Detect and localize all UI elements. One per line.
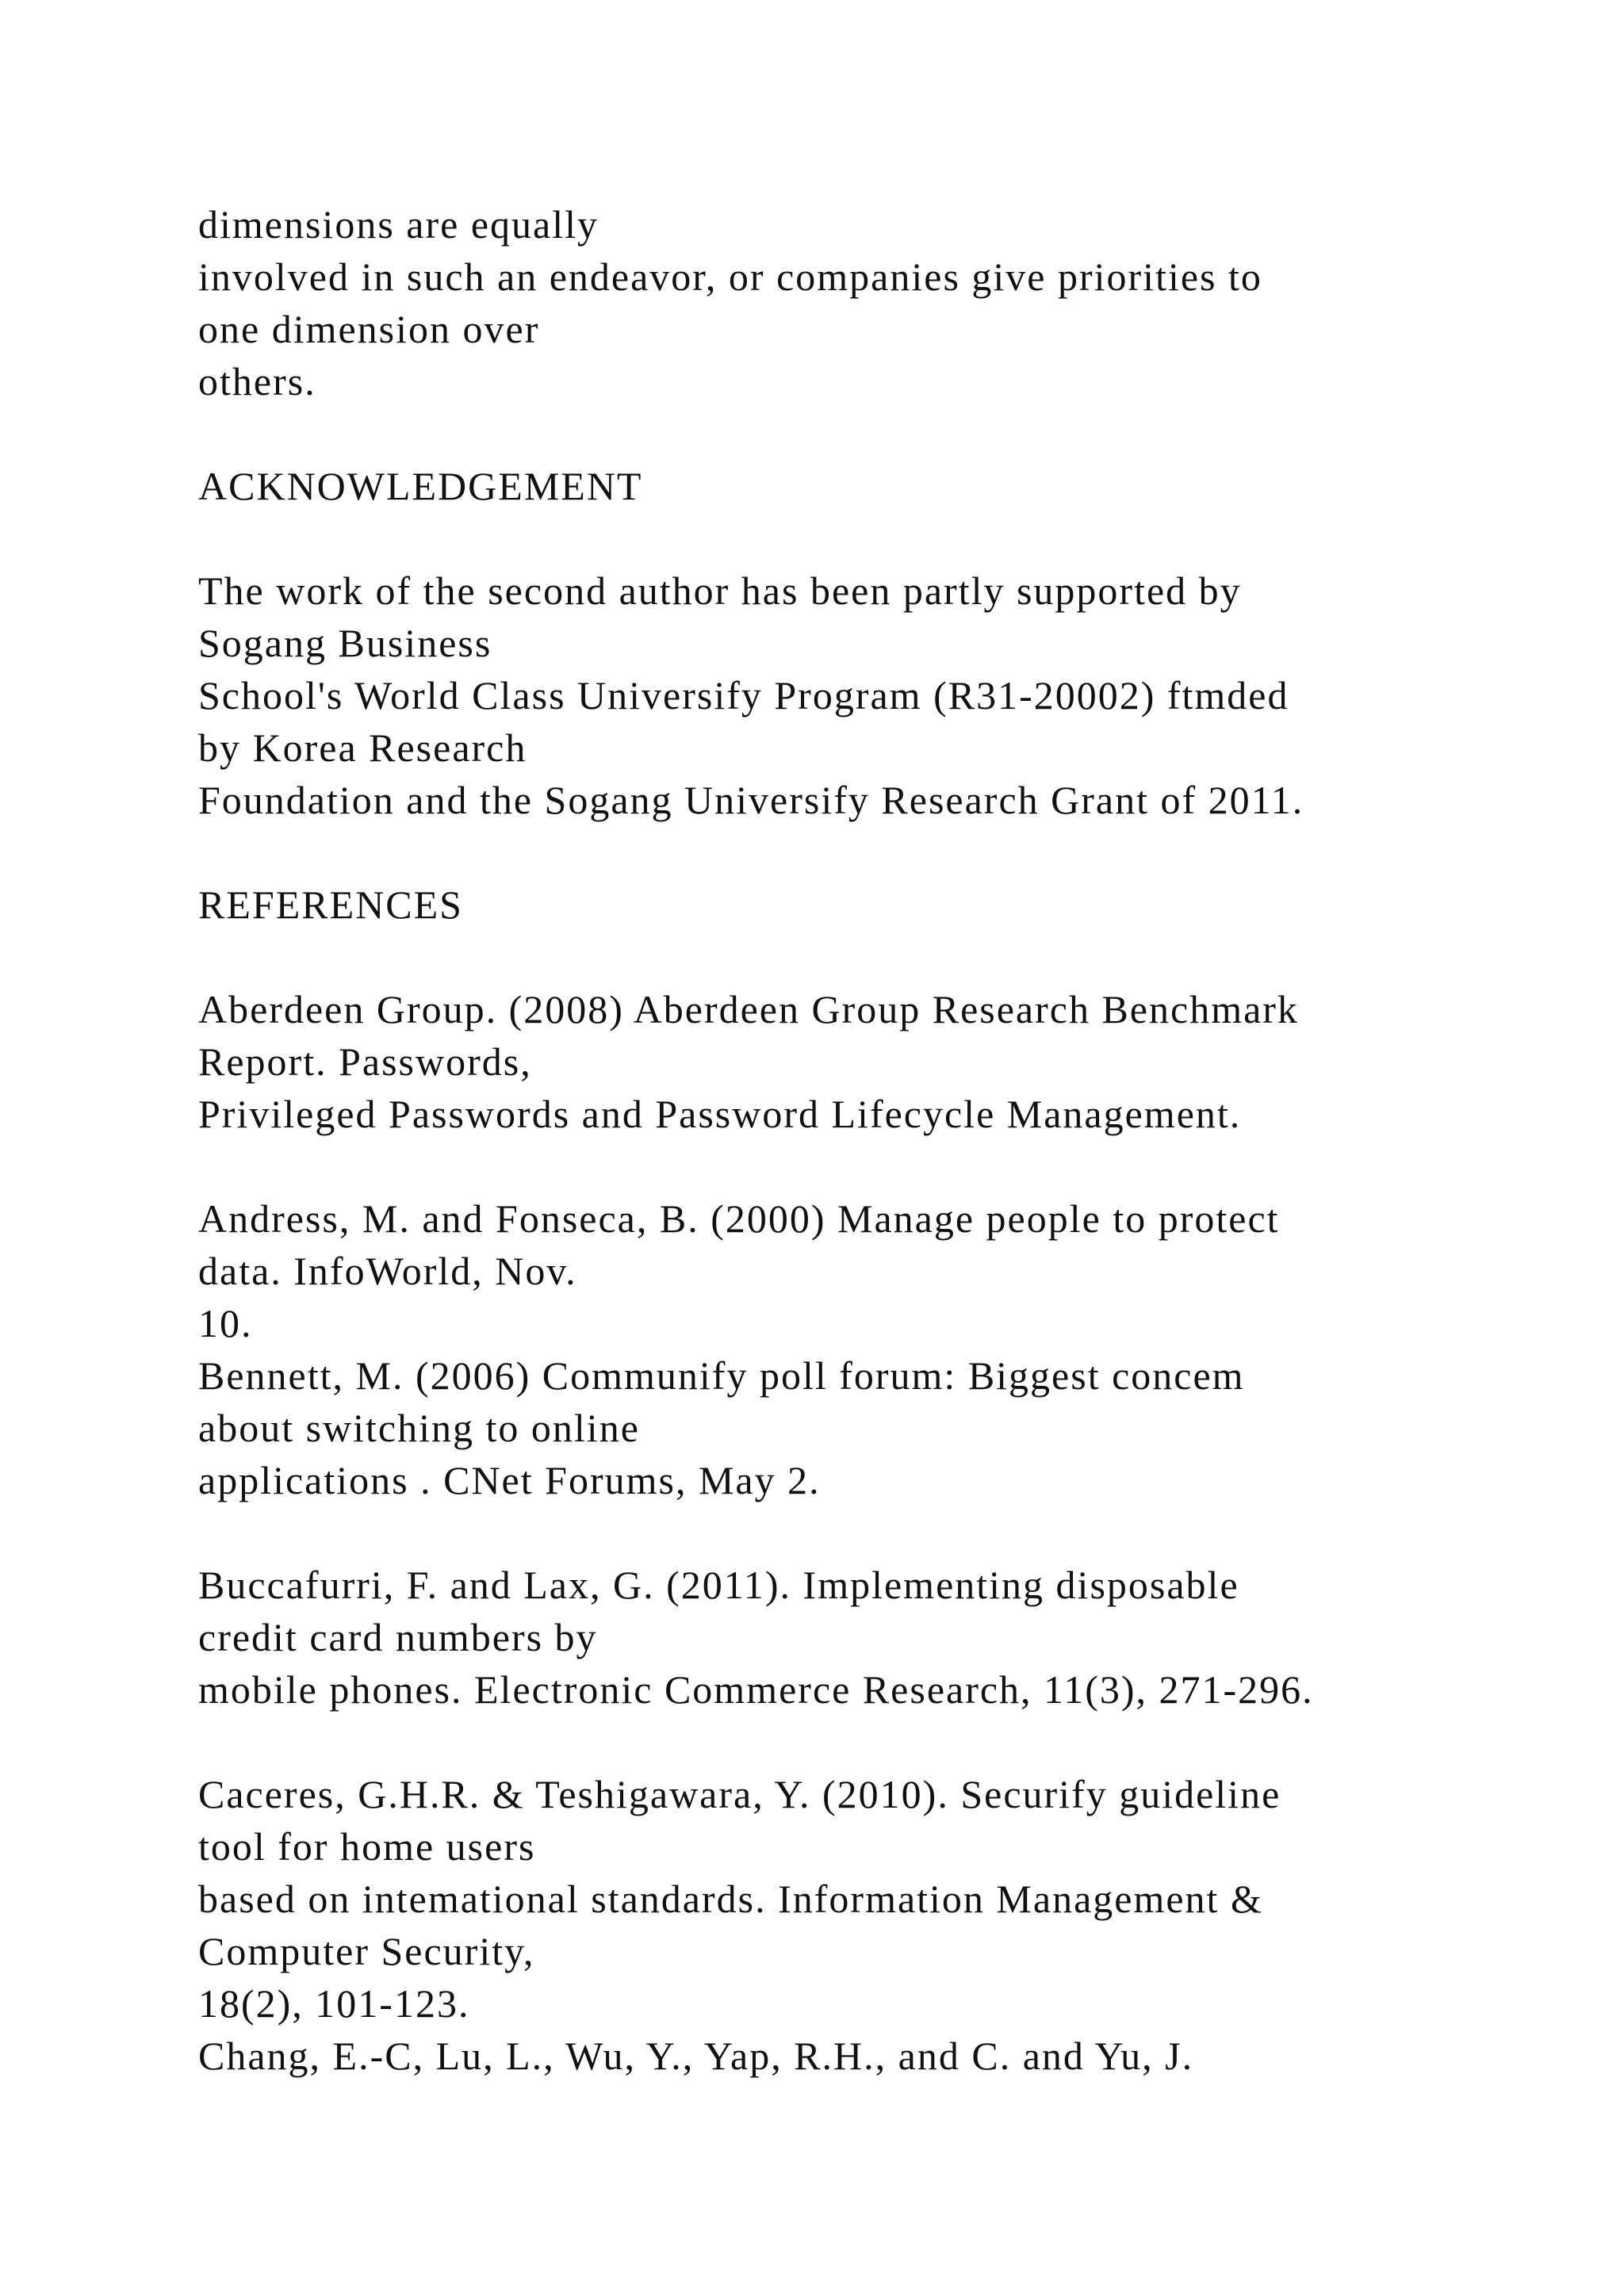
- reference-line: credit card numbers by: [198, 1615, 598, 1659]
- reference-line: data. InfoWorld, Nov.: [198, 1249, 577, 1293]
- intro-line: one dimension over: [198, 307, 540, 351]
- reference-line: Computer Security,: [198, 1929, 535, 1973]
- paragraph-gap: [198, 1716, 1546, 1768]
- reference-entry-caceres: [198, 1768, 1546, 2030]
- acknowledgement-line: Foundation and the Sogang Universify Research Grant of 2011.: [198, 778, 1304, 822]
- reference-line: about switching to online: [198, 1406, 640, 1450]
- reference-line: Bennett, M. (2006) Communify poll forum: Biggest concem: [198, 1353, 1245, 1398]
- reference-line: Aberdeen Group. (2008) Aberdeen Group Research Benchmark: [198, 987, 1299, 1031]
- acknowledgement-line: The work of the second author has been partly supported by: [198, 568, 1242, 613]
- reference-line: tool for home users: [198, 1824, 536, 1869]
- document-text: [198, 198, 1546, 2082]
- paragraph-gap: [198, 512, 1546, 564]
- reference-line: Chang, E.-C, Lu, L., Wu, Y., Yap, R.H., and C. and Yu, J.: [198, 2034, 1194, 2078]
- intro-line: involved in such an endeavor, or companies give priorities to: [198, 254, 1262, 299]
- intro-line: dimensions are equally: [198, 202, 599, 247]
- paragraph-gap: [198, 826, 1546, 878]
- intro-line: others.: [198, 359, 316, 404]
- reference-line: Buccafurri, F. and Lax, G. (2011). Implementing disposable: [198, 1563, 1239, 1607]
- acknowledgement-line: School's World Class Universify Program (R31-20002) ftmded: [198, 673, 1289, 718]
- reference-line: 10.: [198, 1301, 253, 1345]
- reference-entry-andress: [198, 1192, 1546, 1349]
- reference-line: Andress, M. and Fonseca, B. (2000) Manage people to protect: [198, 1196, 1280, 1241]
- reference-line: Caceres, G.H.R. & Teshigawara, Y. (2010). Securify guideline: [198, 1772, 1281, 1816]
- reference-entry-aberdeen: [198, 983, 1546, 1140]
- reference-line: Privileged Passwords and Password Lifecycle Management.: [198, 1092, 1242, 1136]
- acknowledgement-line: Sogang Business: [198, 621, 492, 665]
- reference-entry-chang: [198, 2030, 1546, 2082]
- reference-entry-bennett: [198, 1349, 1546, 1506]
- references-heading: REFERENCES: [198, 882, 463, 927]
- acknowledgement-line: by Korea Research: [198, 725, 527, 770]
- reference-line: Report. Passwords,: [198, 1039, 532, 1084]
- paragraph-gap: [198, 1506, 1546, 1559]
- reference-line: mobile phones. Electronic Commerce Research, 11(3), 271-296.: [198, 1667, 1314, 1712]
- acknowledgement-heading: ACKNOWLEDGEMENT: [198, 464, 643, 508]
- reference-line: 18(2), 101-123.: [198, 1981, 470, 2026]
- paragraph-gap: [198, 1140, 1546, 1192]
- reference-entry-buccafurri: [198, 1559, 1546, 1716]
- intro-paragraph: [198, 198, 1546, 408]
- paragraph-gap: [198, 408, 1546, 460]
- reference-line: applications . CNet Forums, May 2.: [198, 1458, 821, 1502]
- acknowledgement-paragraph: [198, 564, 1546, 826]
- paragraph-gap: [198, 931, 1546, 983]
- reference-line: based on intemational standards. Information Management &: [198, 1877, 1263, 1921]
